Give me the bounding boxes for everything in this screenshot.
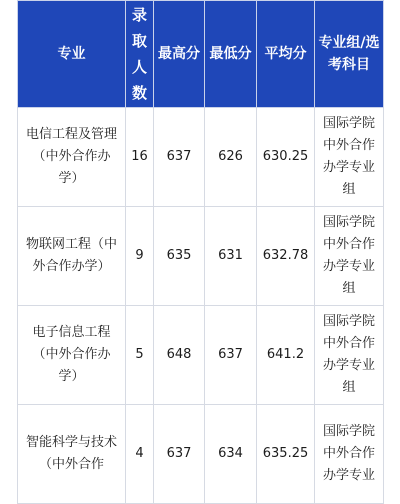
header-enrolled: 录取人数 xyxy=(126,1,154,108)
cell-min-score: 626 xyxy=(205,108,257,207)
header-avg-score: 平均分 xyxy=(257,1,315,108)
cell-min-score: 634 xyxy=(205,405,257,504)
header-major: 专业 xyxy=(18,1,126,108)
table-row xyxy=(18,108,384,207)
cell-avg-score: 641.2 xyxy=(257,306,315,405)
cell-group: 国际学院中外合作办学专业组 xyxy=(315,207,384,306)
cell-max-score: 648 xyxy=(154,306,205,405)
cell-avg-score: 632.78 xyxy=(257,207,315,306)
cell-major: 电信工程及管理（中外合作办学） xyxy=(18,108,126,207)
cell-group: 国际学院中外合作办学专业 xyxy=(315,405,384,504)
cell-min-score: 637 xyxy=(205,306,257,405)
cell-major: 智能科学与技术（中外合作 xyxy=(18,405,126,504)
cell-enrolled: 5 xyxy=(126,306,154,405)
cell-group: 国际学院中外合作办学专业组 xyxy=(315,306,384,405)
table-row xyxy=(18,207,384,306)
admission-score-table xyxy=(17,0,384,504)
cell-max-score: 635 xyxy=(154,207,205,306)
header-min-score: 最低分 xyxy=(205,1,257,108)
cell-enrolled: 16 xyxy=(126,108,154,207)
cell-max-score: 637 xyxy=(154,405,205,504)
table-row xyxy=(18,306,384,405)
cell-avg-score: 630.25 xyxy=(257,108,315,207)
cell-enrolled: 4 xyxy=(126,405,154,504)
cell-group: 国际学院中外合作办学专业组 xyxy=(315,108,384,207)
cell-max-score: 637 xyxy=(154,108,205,207)
cell-min-score: 631 xyxy=(205,207,257,306)
cell-enrolled: 9 xyxy=(126,207,154,306)
cell-avg-score: 635.25 xyxy=(257,405,315,504)
table-header-row xyxy=(18,1,384,108)
header-max-score: 最高分 xyxy=(154,1,205,108)
header-group: 专业组/选考科目 xyxy=(315,1,384,108)
cell-major: 物联网工程（中外合作办学） xyxy=(18,207,126,306)
table-row xyxy=(18,405,384,504)
cell-major: 电子信息工程（中外合作办学） xyxy=(18,306,126,405)
